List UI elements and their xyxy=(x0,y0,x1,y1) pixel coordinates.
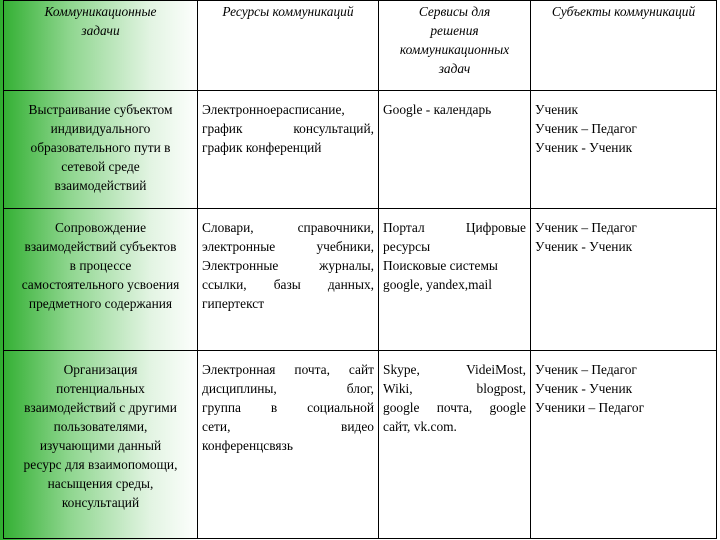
table-row xyxy=(4,209,717,351)
header-text: Коммуникационные xyxy=(44,4,157,19)
cell-text: график консультаций, xyxy=(202,121,374,136)
cell-text: потенциальных xyxy=(56,381,145,396)
cell-text: график конференций xyxy=(202,140,322,155)
subjects-cell xyxy=(531,209,717,351)
cell-text: Wiki, blogpost, xyxy=(383,381,526,396)
cell-text: Ученик xyxy=(535,102,578,117)
header-text: Субъекты коммуникаций xyxy=(551,4,696,19)
cell-text: конференцсвязь xyxy=(202,438,293,453)
cell-text: Поисковые системы xyxy=(383,258,498,273)
resources-cell xyxy=(198,209,379,351)
resources-cell xyxy=(198,91,379,209)
services-cell xyxy=(379,91,531,209)
header-text: задач xyxy=(438,61,471,76)
cell-text: самостоятельного усвоения xyxy=(21,277,180,292)
cell-text: насыщения среды, xyxy=(47,476,154,491)
cell-text: Ученики – Педагог xyxy=(535,400,645,415)
cell-text: Портал Цифровые xyxy=(383,220,526,235)
cell-text: Skype, VideiMost, xyxy=(383,362,526,377)
cell-text: ссылки, базы данных, xyxy=(202,277,374,292)
cell-text: Электронные журналы, xyxy=(202,258,374,273)
cell-text: сайт, vk.com. xyxy=(383,419,457,434)
cell-text: взаимодействий субъектов xyxy=(24,239,177,254)
cell-text: индивидуального xyxy=(50,121,151,136)
subjects-cell xyxy=(531,351,717,539)
header-tasks xyxy=(4,1,198,91)
cell-text: Словари, справочники, xyxy=(202,220,374,235)
cell-text: google почта, google xyxy=(383,400,526,415)
cell-text: ресурс для взаимопомощи, xyxy=(23,457,178,472)
cell-text: взаимодействий xyxy=(54,178,147,193)
cell-text: группа в социальной xyxy=(202,400,374,415)
header-services xyxy=(379,1,531,91)
cell-text: Сопровождение xyxy=(54,220,147,235)
cell-text: Ученик – Педагог xyxy=(535,220,637,235)
header-text: Сервисы для xyxy=(418,4,491,19)
cell-text: Google - календарь xyxy=(383,102,492,117)
cell-text: образовательного пути в xyxy=(30,140,171,155)
task-cell xyxy=(4,209,198,351)
cell-text: Организация xyxy=(63,362,138,377)
cell-text: Выстраивание субъектом xyxy=(28,102,173,117)
services-cell xyxy=(379,209,531,351)
cell-text: Ученик - Ученик xyxy=(535,381,633,396)
cell-text: Ученик - Ученик xyxy=(535,239,633,254)
resources-cell xyxy=(198,351,379,539)
cell-text: дисциплины, блог, xyxy=(202,381,374,396)
header-resources xyxy=(198,1,379,91)
cell-text: ресурсы xyxy=(383,239,431,254)
cell-text: гипертекст xyxy=(202,296,265,311)
cell-text: в процессе xyxy=(69,258,132,273)
header-row xyxy=(4,1,717,91)
cell-text: Ученик - Ученик xyxy=(535,140,633,155)
header-text: задачи xyxy=(81,23,120,38)
subjects-cell xyxy=(531,91,717,209)
cell-text: Ученик – Педагог xyxy=(535,121,637,136)
task-cell xyxy=(4,351,198,539)
header-subjects xyxy=(531,1,717,91)
cell-text: сети, видео xyxy=(202,419,374,434)
cell-text: Электронная почта, сайт xyxy=(202,362,374,377)
table-row xyxy=(4,351,717,539)
cell-text: электронные учебники, xyxy=(202,239,374,254)
header-text: коммуникационных xyxy=(399,42,510,57)
cell-text: google, yandex,mail xyxy=(383,277,492,292)
communication-table xyxy=(3,0,717,539)
header-text: решения xyxy=(430,23,479,38)
task-cell xyxy=(4,91,198,209)
cell-text: Электронноерасписание, xyxy=(202,102,345,117)
services-cell xyxy=(379,351,531,539)
cell-text: предметного содержания xyxy=(28,296,173,311)
cell-text: взаимодействий с другими xyxy=(24,400,177,415)
cell-text: консультаций xyxy=(61,495,140,510)
cell-text: изучающими данный xyxy=(39,438,162,453)
cell-text: Ученик – Педагог xyxy=(535,362,637,377)
cell-text: сетевой среде xyxy=(61,159,140,174)
header-text: Ресурсы коммуникаций xyxy=(222,4,354,19)
table-row xyxy=(4,91,717,209)
cell-text: пользователями, xyxy=(53,419,148,434)
